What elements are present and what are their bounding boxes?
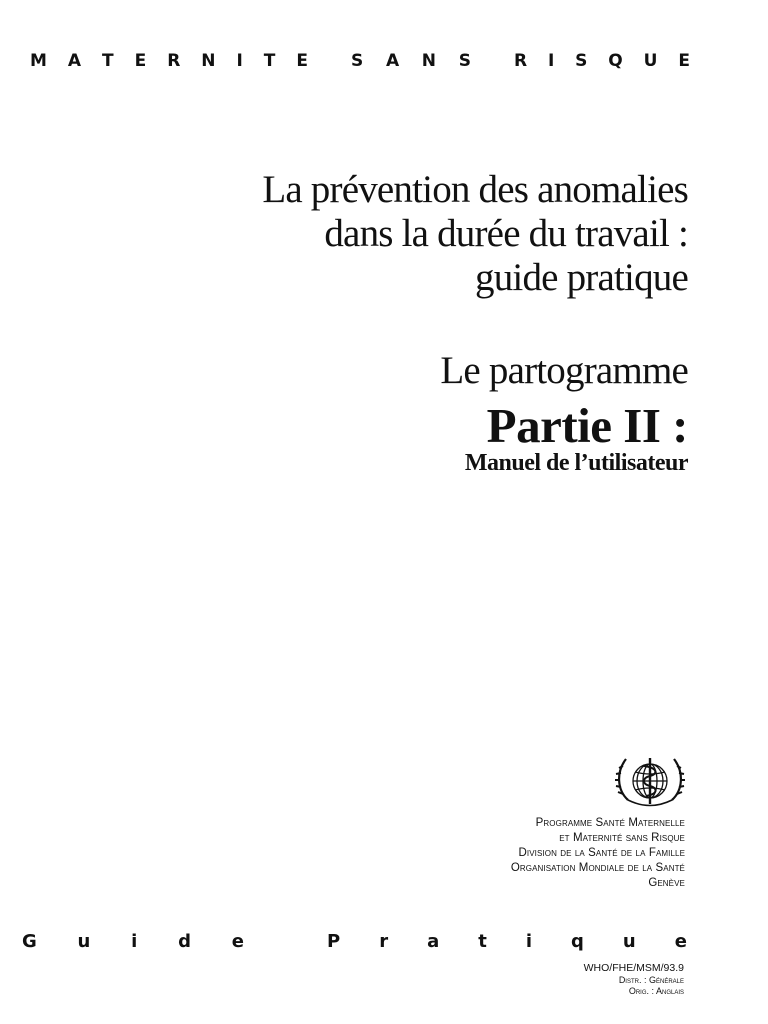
organization-block [325, 816, 685, 891]
banner-letter: S [575, 51, 588, 71]
org-line-2: et Maternité sans Risque [559, 832, 685, 844]
title-line-3: guide pratique [475, 256, 688, 299]
guide-word-2 [327, 928, 687, 956]
banner-letter: r [379, 931, 389, 952]
banner-letter: u [622, 931, 636, 952]
original-language-note: Orig. : Anglais [628, 986, 684, 996]
document-title [128, 168, 688, 300]
org-line-1: Programme Santé Maternelle [535, 817, 685, 829]
banner-letter: A [67, 51, 82, 71]
banner-letter: e [674, 931, 687, 952]
part-heading: Partie II : [486, 398, 688, 453]
banner-letter: S [458, 51, 471, 71]
title-line-2: dans la durée du travail : [324, 212, 688, 255]
document-code: WHO/FHE/MSM/93.9 [583, 962, 684, 974]
series-banner [30, 48, 690, 74]
series-word-3 [514, 48, 690, 74]
banner-letter: I [236, 51, 243, 71]
org-line-4: Organisation Mondiale de la Santé [510, 862, 685, 874]
banner-letter: E [678, 51, 690, 71]
banner-letter: A [385, 51, 400, 71]
banner-letter: u [77, 931, 91, 952]
title-line-1: La prévention des anomalies [262, 168, 688, 211]
guide-banner [22, 928, 687, 956]
banner-letter: d [178, 931, 191, 952]
who-emblem-icon [614, 750, 686, 812]
series-word-1 [30, 48, 308, 74]
banner-letter: Q [608, 51, 623, 71]
distribution-note: Distr. : Générale [618, 975, 684, 985]
document-reference [434, 962, 684, 997]
banner-letter: t [478, 931, 487, 952]
document-subtitle: Le partogramme [440, 349, 688, 392]
banner-letter: S [351, 51, 364, 71]
banner-letter: E [134, 51, 147, 71]
org-line-3: Division de la Santé de la Famille [518, 847, 685, 859]
banner-letter: E [296, 51, 308, 71]
banner-letter: I [547, 51, 555, 71]
banner-letter: R [167, 51, 181, 71]
banner-letter: e [231, 931, 244, 952]
guide-word-1 [22, 928, 244, 956]
banner-letter: P [327, 931, 341, 952]
manual-heading: Manuel de l’utilisateur [464, 450, 688, 476]
banner-letter: R [514, 51, 528, 71]
banner-letter: i [525, 931, 533, 952]
banner-letter: N [201, 51, 216, 71]
banner-letter: M [30, 51, 47, 71]
banner-letter: T [263, 51, 276, 71]
banner-letter: i [131, 931, 138, 952]
banner-letter: G [22, 931, 37, 952]
banner-letter: q [571, 931, 584, 952]
series-word-2 [351, 48, 471, 74]
banner-letter: T [102, 51, 114, 71]
banner-letter: a [427, 931, 440, 952]
banner-letter: U [643, 51, 658, 71]
org-line-5: Genève [648, 877, 685, 889]
banner-letter: N [421, 51, 437, 71]
